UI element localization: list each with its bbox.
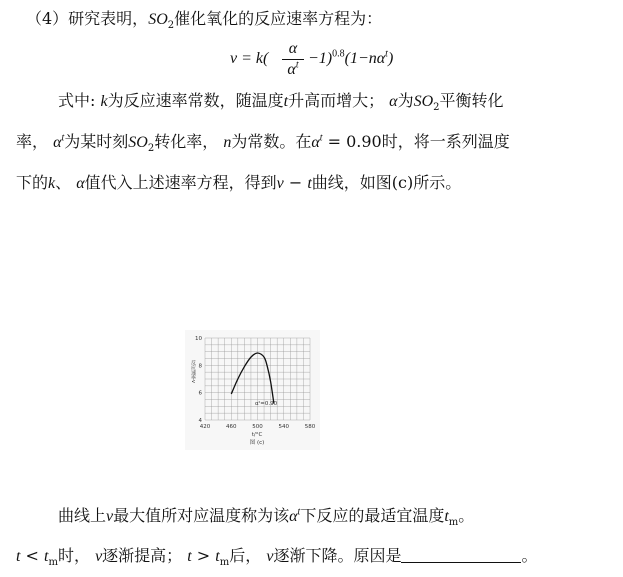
y-axis-label: 反应速率v <box>190 360 196 383</box>
x-axis-label: t/°C <box>251 432 263 438</box>
y-tick-label: 8 <box>198 363 202 370</box>
fraction-alpha: α $\alpha^t$ <box>282 40 304 79</box>
explain-line-3: 下的k、 α值代入上述速率方程，得到v − t曲线，如图(c)所示。 <box>16 173 462 192</box>
answer-blank[interactable] <box>401 546 521 563</box>
y-tick-label: 6 <box>198 390 202 397</box>
x-tick-label: 500 <box>252 424 263 430</box>
question-intro: （4）研究表明，$SO_2$催化氧化的反应速率方程为： <box>26 9 383 32</box>
y-tick-label: 10 <box>195 336 202 342</box>
rate-equation: v = k( α $\alpha^t$ $-1)^{0.8}(1-n\alpha^t)$ <box>230 40 394 78</box>
y-tick-label: 4 <box>198 418 202 424</box>
explain-line-2: 率， $\alpha^t$为某时刻$SO_2$转化率， n为常数。在$\alpha^t = 0.90$时，将一系列温度 <box>16 132 510 155</box>
after-line-1: 曲线上v最大值所对应温度称为该$\alpha^t$下反应的最适宜温度$t_m$。 <box>58 506 475 529</box>
x-caption: 图 (c) <box>249 440 265 446</box>
alpha-annotation: αᵗ=0.90 <box>255 401 278 407</box>
rate-temperature-chart <box>185 330 320 450</box>
x-tick-label: 460 <box>226 424 237 430</box>
after-line-2: $t < t_m$时， v逐渐提高； $t > t_m$后， v逐渐下降。原因是 。 <box>16 546 538 569</box>
x-tick-label: 420 <box>199 424 211 430</box>
x-tick-label: 580 <box>304 424 316 430</box>
explain-line-1: 式中: k为反应速率常数，随温度t升高而增大； α为$SO_2$平衡转化 <box>58 91 504 114</box>
x-tick-label: 540 <box>278 424 289 430</box>
